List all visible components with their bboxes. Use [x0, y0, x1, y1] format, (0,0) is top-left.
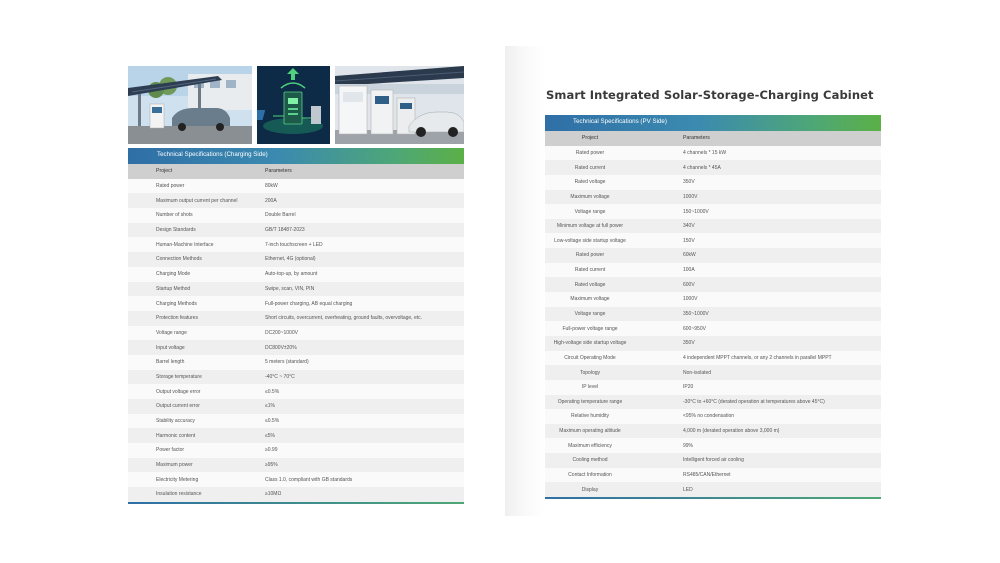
- spec-project-cell: High-voltage side startup voltage: [545, 336, 635, 351]
- table-row: [128, 384, 464, 399]
- table-row: [128, 414, 464, 429]
- table-row: [128, 252, 464, 267]
- charging-side-panel: [128, 66, 464, 504]
- spec-project-cell: Rated voltage: [545, 175, 635, 190]
- spec-project-cell: Relative humidity: [545, 409, 635, 424]
- spec-project-cell: Circuit Operating Mode: [545, 351, 635, 366]
- spec-project-cell: Storage temperature: [128, 370, 253, 385]
- spec-parameter-cell: 150V: [635, 233, 881, 248]
- table-row: [545, 482, 881, 497]
- column-header-parameters: Parameters: [635, 131, 881, 146]
- section-title: Technical Specifications (PV Side): [573, 118, 667, 125]
- spec-project-cell: Maximum output current per channel: [128, 193, 253, 208]
- spec-parameter-cell: 1000V: [635, 292, 881, 307]
- spec-project-cell: Topology: [545, 365, 635, 380]
- spec-parameter-cell: 4 channels * 45A: [635, 160, 881, 175]
- page-title: Smart Integrated Solar-Storage-Charging Cabinet: [546, 88, 874, 102]
- spec-parameter-cell: ≥95%: [253, 458, 464, 473]
- spec-project-cell: Display: [545, 482, 635, 497]
- solar-carport-charging-photo: [128, 66, 252, 144]
- table-row: [128, 179, 464, 194]
- spec-parameter-cell: DC800V±20%: [253, 340, 464, 355]
- product-photo-strip: [128, 66, 464, 144]
- table-row: [545, 336, 881, 351]
- table-row: [545, 365, 881, 380]
- spec-project-cell: Rated current: [545, 160, 635, 175]
- table-bottom-rule: [128, 502, 464, 504]
- spec-project-cell: Voltage range: [128, 326, 253, 341]
- spec-parameter-cell: -40°C ~ 70°C: [253, 370, 464, 385]
- spec-parameter-cell: ≥10MΩ: [253, 487, 464, 502]
- table-row: [545, 204, 881, 219]
- spec-parameter-cell: RS485/CAN/Ethernet: [635, 468, 881, 483]
- table-row: [545, 380, 881, 395]
- spec-project-cell: Charging Methods: [128, 296, 253, 311]
- spec-project-cell: Rated current: [545, 263, 635, 278]
- spec-project-cell: Output current error: [128, 399, 253, 414]
- table-row: [545, 409, 881, 424]
- column-header-project: Project: [545, 131, 635, 146]
- table-row: [128, 296, 464, 311]
- spec-parameter-cell: 350V: [635, 175, 881, 190]
- spec-project-cell: Operating temperature range: [545, 395, 635, 410]
- table-row: [545, 424, 881, 439]
- spec-project-cell: Maximum voltage: [545, 190, 635, 205]
- pv-side-section-header: [545, 115, 881, 131]
- spec-parameter-cell: ≤1%: [253, 399, 464, 414]
- spec-project-cell: Contact Information: [545, 468, 635, 483]
- table-header-row: [128, 164, 464, 179]
- spec-project-cell: Rated power: [545, 248, 635, 263]
- spec-parameter-cell: 5 meters (standard): [253, 355, 464, 370]
- spec-parameter-cell: 4,000 m (derated operation above 3,000 m): [635, 424, 881, 439]
- spec-project-cell: Stability accuracy: [128, 414, 253, 429]
- spec-project-cell: Barrel length: [128, 355, 253, 370]
- table-bottom-rule: [545, 497, 881, 499]
- table-row: [545, 248, 881, 263]
- table-row: [545, 277, 881, 292]
- spec-parameter-cell: IP20: [635, 380, 881, 395]
- spec-parameter-cell: ≤0.5%: [253, 414, 464, 429]
- table-row: [545, 233, 881, 248]
- spec-project-cell: Cooling method: [545, 453, 635, 468]
- spec-parameter-cell: ≤0.5%: [253, 384, 464, 399]
- spec-parameter-cell: Double Barrel: [253, 208, 464, 223]
- spec-parameter-cell: Ethernet, 4G (optional): [253, 252, 464, 267]
- table-row: [545, 395, 881, 410]
- spec-project-cell: Maximum voltage: [545, 292, 635, 307]
- spec-project-cell: Rated power: [128, 179, 253, 194]
- table-row: [128, 443, 464, 458]
- spec-parameter-cell: 100A: [635, 263, 881, 278]
- spec-parameter-cell: 4 channels * 15 kW: [635, 146, 881, 161]
- spec-project-cell: Rated power: [545, 146, 635, 161]
- spec-parameter-cell: LED: [635, 482, 881, 497]
- table-row: [128, 340, 464, 355]
- spec-parameter-cell: GB/T 18487-2023: [253, 223, 464, 238]
- spec-parameter-cell: Auto-top-up, by amount: [253, 267, 464, 282]
- spec-parameter-cell: ≥0.99: [253, 443, 464, 458]
- spec-parameter-cell: DC200~1000V: [253, 326, 464, 341]
- spec-parameter-cell: 350~1000V: [635, 307, 881, 322]
- spec-project-cell: Connection Methods: [128, 252, 253, 267]
- spec-project-cell: Output voltage error: [128, 384, 253, 399]
- energy-storage-illustration: [257, 66, 330, 144]
- spec-parameter-cell: Non-isolated: [635, 365, 881, 380]
- table-row: [128, 458, 464, 473]
- table-row: [545, 292, 881, 307]
- spec-project-cell: Human-Machine Interface: [128, 237, 253, 252]
- spec-parameter-cell: ≤5%: [253, 428, 464, 443]
- spec-parameter-cell: Short circuits, overcurrent, overheating, ground faults, overvoltage, etc.: [253, 311, 464, 326]
- spec-project-cell: Voltage range: [545, 204, 635, 219]
- spec-project-cell: Low-voltage side startup voltage: [545, 233, 635, 248]
- spec-parameter-cell: 80kW: [253, 179, 464, 194]
- spec-parameter-cell: <95% no condensation: [635, 409, 881, 424]
- table-row: [128, 487, 464, 502]
- spec-project-cell: Number of shots: [128, 208, 253, 223]
- pv-side-panel: [545, 88, 881, 499]
- table-row: [128, 193, 464, 208]
- table-row: [128, 355, 464, 370]
- spec-project-cell: Charging Mode: [128, 267, 253, 282]
- section-title: Technical Specifications (Charging Side): [157, 151, 268, 158]
- spec-parameter-cell: 600V: [635, 277, 881, 292]
- table-row: [545, 263, 881, 278]
- page-shadow: [505, 46, 545, 516]
- spec-project-cell: Insulation resistance: [128, 487, 253, 502]
- spec-parameter-cell: 60kW: [635, 248, 881, 263]
- spec-project-cell: Maximum operating altitude: [545, 424, 635, 439]
- spec-project-cell: Power factor: [128, 443, 253, 458]
- table-row: [545, 175, 881, 190]
- spec-parameter-cell: Intelligent forced air cooling: [635, 453, 881, 468]
- table-row: [545, 219, 881, 234]
- spec-parameter-cell: 600~950V: [635, 321, 881, 336]
- charging-cabinet-photo: [335, 66, 464, 144]
- charging-side-section-header: [128, 148, 464, 164]
- spec-project-cell: Startup Method: [128, 282, 253, 297]
- spec-project-cell: Maximum power: [128, 458, 253, 473]
- table-row: [128, 370, 464, 385]
- column-header-parameters: Parameters: [253, 164, 464, 179]
- table-row: [545, 321, 881, 336]
- spec-parameter-cell: Full-power charging, AB equal charging: [253, 296, 464, 311]
- table-row: [128, 208, 464, 223]
- spec-project-cell: Maximum efficiency: [545, 438, 635, 453]
- spec-parameter-cell: 99%: [635, 438, 881, 453]
- spec-project-cell: Harmonic content: [128, 428, 253, 443]
- table-row: [545, 146, 881, 161]
- spec-project-cell: IP level: [545, 380, 635, 395]
- table-row: [128, 223, 464, 238]
- spec-project-cell: Voltage range: [545, 307, 635, 322]
- table-row: [128, 472, 464, 487]
- table-row: [545, 453, 881, 468]
- charging-side-spec-table: [128, 164, 464, 502]
- spec-parameter-cell: 150~1000V: [635, 204, 881, 219]
- spec-parameter-cell: Class 1.0, compliant with GB standards: [253, 472, 464, 487]
- table-row: [128, 326, 464, 341]
- table-row: [128, 311, 464, 326]
- table-row: [128, 282, 464, 297]
- spec-project-cell: Protection features: [128, 311, 253, 326]
- table-row: [128, 237, 464, 252]
- spec-parameter-cell: 1000V: [635, 190, 881, 205]
- table-row: [545, 438, 881, 453]
- table-row: [128, 399, 464, 414]
- table-row: [545, 468, 881, 483]
- table-header-row: [545, 131, 881, 146]
- spec-project-cell: Rated voltage: [545, 277, 635, 292]
- table-row: [128, 428, 464, 443]
- spec-parameter-cell: 350V: [635, 336, 881, 351]
- spec-project-cell: Minimum voltage at full power: [545, 219, 635, 234]
- table-row: [545, 190, 881, 205]
- spec-parameter-cell: 340V: [635, 219, 881, 234]
- column-header-project: Project: [128, 164, 253, 179]
- spec-parameter-cell: 200A: [253, 193, 464, 208]
- spec-parameter-cell: 4 independent MPPT channels, or any 2 channels in parallel MPPT: [635, 351, 881, 366]
- spec-parameter-cell: -30°C to +60°C (derated operation at temperatures above 45°C): [635, 395, 881, 410]
- table-row: [545, 307, 881, 322]
- table-row: [545, 160, 881, 175]
- spec-project-cell: Electricity Metering: [128, 472, 253, 487]
- table-row: [545, 351, 881, 366]
- spec-project-cell: Design Standards: [128, 223, 253, 238]
- spec-parameter-cell: Swipe, scan, VIN, PIN: [253, 282, 464, 297]
- spec-parameter-cell: 7-inch touchscreen + LED: [253, 237, 464, 252]
- spec-project-cell: Full-power voltage range: [545, 321, 635, 336]
- spec-project-cell: Input voltage: [128, 340, 253, 355]
- pv-side-spec-table: [545, 131, 881, 497]
- table-row: [128, 267, 464, 282]
